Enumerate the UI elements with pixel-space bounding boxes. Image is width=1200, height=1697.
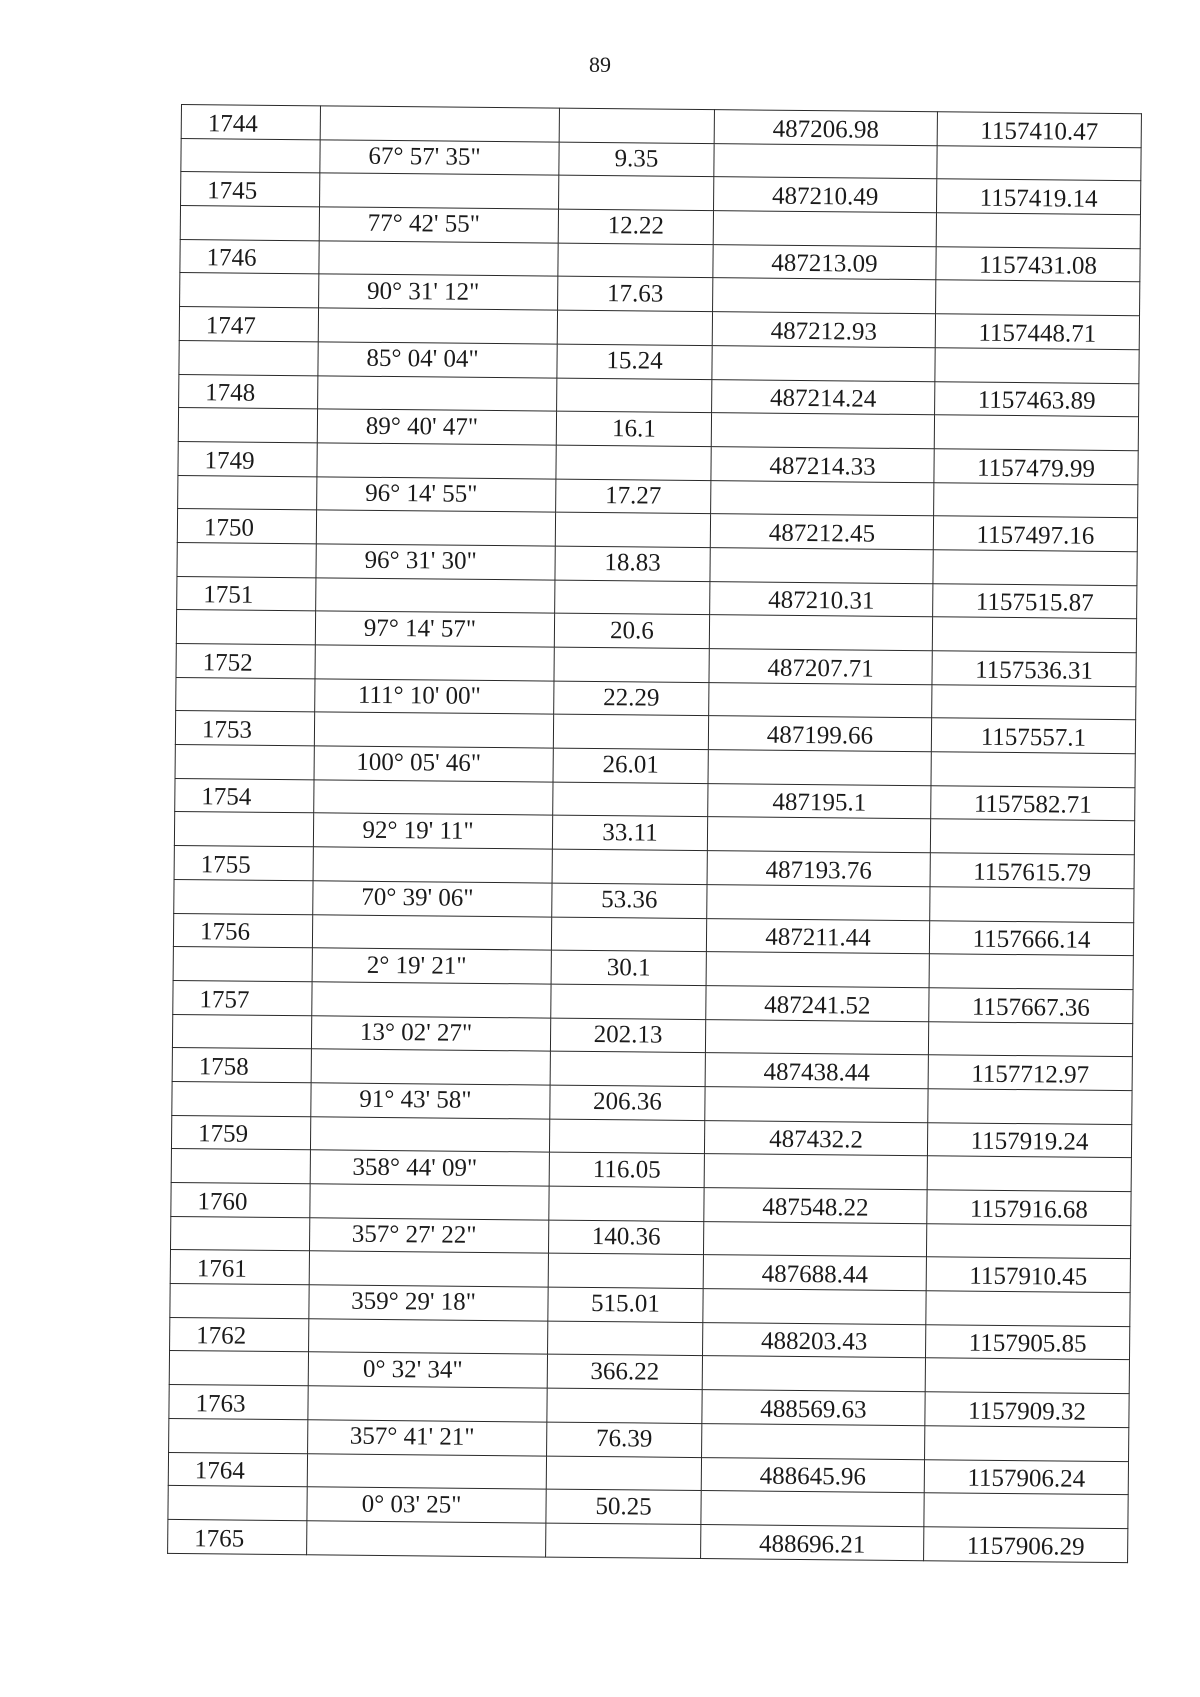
distance-cell xyxy=(557,378,712,413)
bearing-cell xyxy=(316,577,555,613)
station-cell xyxy=(174,879,313,914)
bearing-cell: 0° 03' 25" xyxy=(307,1487,546,1523)
bearing-cell: 13° 02' 27" xyxy=(311,1015,550,1051)
bearing-cell xyxy=(310,1116,549,1152)
northing-cell xyxy=(707,884,930,920)
bearing-cell: 67° 57' 35" xyxy=(320,140,559,176)
northing-cell xyxy=(702,1356,925,1392)
bearing-cell: 359° 29' 18" xyxy=(309,1285,548,1321)
northing-cell xyxy=(712,345,935,381)
station-cell: 1749 xyxy=(178,441,317,476)
coordinate-table xyxy=(167,104,1142,1563)
easting-cell: 1157906.24 xyxy=(924,1459,1128,1495)
bearing-cell: 89° 40' 47" xyxy=(317,409,556,445)
page-number: 89 xyxy=(589,52,611,77)
station-cell: 1765 xyxy=(168,1519,307,1554)
distance-cell: 18.83 xyxy=(555,546,710,581)
station-cell: 1752 xyxy=(176,643,315,678)
northing-cell: 488569.63 xyxy=(702,1390,925,1426)
easting-cell xyxy=(925,1426,1129,1462)
northing-cell: 487207.71 xyxy=(709,649,932,685)
northing-cell xyxy=(703,1289,926,1325)
easting-cell xyxy=(926,1223,1130,1259)
station-cell xyxy=(169,1351,308,1386)
station-cell: 1744 xyxy=(181,105,320,140)
northing-cell: 487199.66 xyxy=(708,716,931,752)
distance-cell: 30.1 xyxy=(551,950,706,985)
easting-cell: 1157497.16 xyxy=(933,516,1137,552)
distance-cell: 140.36 xyxy=(548,1220,703,1255)
bearing-cell: 90° 31' 12" xyxy=(319,274,558,310)
easting-cell xyxy=(934,482,1138,518)
distance-cell: 33.11 xyxy=(552,816,707,851)
easting-cell: 1157666.14 xyxy=(929,920,1133,956)
easting-cell: 1157712.97 xyxy=(928,1055,1132,1091)
station-cell: 1761 xyxy=(170,1250,309,1285)
distance-cell: 50.25 xyxy=(546,1489,701,1524)
northing-cell xyxy=(710,548,933,584)
easting-cell: 1157557.1 xyxy=(931,718,1135,754)
distance-cell: 15.24 xyxy=(557,344,712,379)
distance-cell: 515.01 xyxy=(548,1287,703,1322)
station-cell xyxy=(171,1149,310,1184)
distance-cell: 26.01 xyxy=(553,748,708,783)
bearing-cell: 0° 32' 34" xyxy=(308,1352,547,1388)
station-cell xyxy=(169,1418,308,1453)
bearing-cell: 70° 39' 06" xyxy=(313,881,552,917)
easting-cell xyxy=(928,1021,1132,1057)
northing-cell: 487241.52 xyxy=(706,985,929,1021)
distance-cell xyxy=(554,647,709,682)
distance-cell: 116.05 xyxy=(549,1152,704,1187)
station-cell xyxy=(170,1284,309,1319)
bearing-cell xyxy=(318,308,557,344)
northing-cell xyxy=(713,211,936,247)
northing-cell xyxy=(701,1491,924,1527)
distance-cell xyxy=(550,1051,705,1086)
northing-cell xyxy=(706,952,929,988)
easting-cell xyxy=(927,1156,1131,1192)
bearing-cell xyxy=(311,1049,550,1085)
northing-cell xyxy=(703,1221,926,1257)
northing-cell: 487432.2 xyxy=(704,1120,927,1156)
northing-cell xyxy=(704,1154,927,1190)
northing-cell: 487212.93 xyxy=(712,312,935,348)
easting-cell: 1157582.71 xyxy=(931,785,1135,821)
easting-cell: 1157905.85 xyxy=(925,1324,1129,1360)
northing-cell: 487206.98 xyxy=(714,110,937,146)
northing-cell: 487688.44 xyxy=(703,1255,926,1291)
distance-cell: 17.63 xyxy=(558,277,713,312)
distance-cell xyxy=(559,108,714,143)
station-cell: 1755 xyxy=(174,846,313,881)
easting-cell xyxy=(933,550,1137,586)
northing-cell xyxy=(709,682,932,718)
bearing-cell xyxy=(312,914,551,950)
bearing-cell xyxy=(312,982,551,1018)
distance-cell xyxy=(548,1321,703,1356)
station-cell: 1745 xyxy=(181,172,320,207)
distance-cell xyxy=(546,1523,701,1558)
bearing-cell xyxy=(316,510,555,546)
station-cell xyxy=(180,206,319,241)
bearing-cell xyxy=(317,443,556,479)
bearing-cell xyxy=(313,847,552,883)
distance-cell xyxy=(549,1119,704,1154)
northing-cell: 487193.76 xyxy=(707,851,930,887)
bearing-cell xyxy=(320,106,559,142)
bearing-cell xyxy=(314,712,553,748)
bearing-cell xyxy=(320,173,559,209)
northing-cell: 488696.21 xyxy=(701,1524,924,1560)
station-cell: 1764 xyxy=(168,1452,307,1487)
bearing-cell xyxy=(309,1251,548,1287)
distance-cell: 12.22 xyxy=(558,209,713,244)
bearing-cell: 2° 19' 21" xyxy=(312,948,551,984)
station-cell: 1759 xyxy=(171,1115,310,1150)
bearing-cell xyxy=(308,1386,547,1422)
northing-cell: 487211.44 xyxy=(706,918,929,954)
easting-cell xyxy=(934,415,1138,451)
easting-cell: 1157906.29 xyxy=(924,1527,1128,1563)
station-cell: 1762 xyxy=(170,1317,309,1352)
coordinate-table-body xyxy=(168,105,1142,1563)
bearing-cell: 92° 19' 11" xyxy=(313,813,552,849)
distance-cell xyxy=(551,984,706,1019)
easting-cell: 1157919.24 xyxy=(927,1122,1131,1158)
northing-cell: 487213.09 xyxy=(713,244,936,280)
distance-cell xyxy=(547,1388,702,1423)
northing-cell xyxy=(711,480,934,516)
distance-cell xyxy=(553,782,708,817)
station-cell xyxy=(172,1014,311,1049)
station-cell: 1746 xyxy=(180,239,319,274)
station-cell: 1756 xyxy=(173,913,312,948)
northing-cell xyxy=(713,278,936,314)
distance-cell: 20.6 xyxy=(554,613,709,648)
northing-cell xyxy=(705,1087,928,1123)
station-cell: 1750 xyxy=(177,509,316,544)
station-cell: 1760 xyxy=(171,1182,310,1217)
station-cell xyxy=(178,408,317,443)
easting-cell: 1157410.47 xyxy=(937,112,1141,148)
bearing-cell: 77° 42' 55" xyxy=(319,207,558,243)
northing-cell: 487548.22 xyxy=(704,1188,927,1224)
station-cell: 1763 xyxy=(169,1385,308,1420)
bearing-cell xyxy=(307,1453,546,1489)
bearing-cell: 358° 44' 09" xyxy=(310,1150,549,1186)
station-cell xyxy=(175,745,314,780)
station-cell xyxy=(173,947,312,982)
distance-cell xyxy=(546,1456,701,1491)
distance-cell xyxy=(558,243,713,278)
easting-cell xyxy=(931,752,1135,788)
distance-cell xyxy=(555,512,710,547)
northing-cell xyxy=(708,750,931,786)
easting-cell: 1157431.08 xyxy=(936,247,1140,283)
bearing-cell xyxy=(319,241,558,277)
station-cell: 1751 xyxy=(177,576,316,611)
easting-cell: 1157916.68 xyxy=(927,1190,1131,1226)
station-cell xyxy=(172,1081,311,1116)
distance-cell: 9.35 xyxy=(559,142,714,177)
bearing-cell: 357° 27' 22" xyxy=(309,1217,548,1253)
distance-cell: 17.27 xyxy=(556,479,711,514)
distance-cell xyxy=(557,310,712,345)
station-cell xyxy=(174,812,313,847)
northing-cell xyxy=(714,143,937,179)
station-cell: 1757 xyxy=(173,980,312,1015)
northing-cell: 487195.1 xyxy=(708,783,931,819)
easting-cell xyxy=(928,1089,1132,1125)
distance-cell xyxy=(549,1186,704,1221)
easting-cell xyxy=(932,617,1136,653)
bearing-cell xyxy=(315,645,554,681)
easting-cell xyxy=(936,213,1140,249)
northing-cell: 488645.96 xyxy=(701,1457,924,1493)
distance-cell: 366.22 xyxy=(547,1355,702,1390)
northing-cell: 487214.24 xyxy=(712,379,935,415)
station-cell: 1758 xyxy=(172,1048,311,1083)
easting-cell: 1157667.36 xyxy=(929,988,1133,1024)
northing-cell xyxy=(709,615,932,651)
easting-cell: 1157479.99 xyxy=(934,449,1138,485)
easting-cell xyxy=(924,1493,1128,1529)
bearing-cell xyxy=(310,1184,549,1220)
bearing-cell xyxy=(309,1319,548,1355)
northing-cell xyxy=(702,1423,925,1459)
station-cell: 1754 xyxy=(175,778,314,813)
northing-cell xyxy=(711,413,934,449)
easting-cell: 1157615.79 xyxy=(930,853,1134,889)
station-cell xyxy=(181,138,320,173)
distance-cell: 206.36 xyxy=(550,1085,705,1120)
coordinate-table-container xyxy=(167,104,1142,1563)
northing-cell xyxy=(705,1019,928,1055)
station-cell xyxy=(176,610,315,645)
distance-cell xyxy=(553,714,708,749)
bearing-cell xyxy=(314,780,553,816)
bearing-cell: 85° 04' 04" xyxy=(318,342,557,378)
easting-cell xyxy=(932,684,1136,720)
distance-cell: 76.39 xyxy=(547,1422,702,1457)
station-cell xyxy=(176,677,315,712)
easting-cell: 1157909.32 xyxy=(925,1392,1129,1428)
distance-cell xyxy=(555,580,710,615)
distance-cell: 202.13 xyxy=(550,1018,705,1053)
distance-cell xyxy=(551,917,706,952)
distance-cell: 16.1 xyxy=(556,411,711,446)
easting-cell xyxy=(930,819,1134,855)
bearing-cell: 100° 05' 46" xyxy=(314,746,553,782)
bearing-cell xyxy=(307,1521,546,1557)
distance-cell xyxy=(556,445,711,480)
bearing-cell: 111° 10' 00" xyxy=(315,679,554,715)
distance-cell xyxy=(548,1253,703,1288)
easting-cell xyxy=(925,1358,1129,1394)
distance-cell xyxy=(559,176,714,211)
bearing-cell: 96° 31' 30" xyxy=(316,544,555,580)
easting-cell xyxy=(935,348,1139,384)
bearing-cell: 97° 14' 57" xyxy=(315,611,554,647)
station-cell xyxy=(168,1486,307,1521)
station-cell xyxy=(179,340,318,375)
easting-cell: 1157463.89 xyxy=(935,381,1139,417)
station-cell: 1748 xyxy=(179,374,318,409)
bearing-cell: 357° 41' 21" xyxy=(308,1420,547,1456)
northing-cell: 487212.45 xyxy=(710,514,933,550)
station-cell xyxy=(180,273,319,308)
easting-cell xyxy=(937,145,1141,181)
northing-cell: 487438.44 xyxy=(705,1053,928,1089)
station-cell xyxy=(177,542,316,577)
easting-cell xyxy=(929,954,1133,990)
easting-cell: 1157515.87 xyxy=(933,583,1137,619)
northing-cell: 487210.31 xyxy=(710,581,933,617)
distance-cell: 22.29 xyxy=(554,681,709,716)
easting-cell xyxy=(930,887,1134,923)
easting-cell xyxy=(926,1291,1130,1327)
easting-cell: 1157419.14 xyxy=(936,179,1140,215)
easting-cell xyxy=(936,280,1140,316)
easting-cell: 1157536.31 xyxy=(932,651,1136,687)
distance-cell xyxy=(552,849,707,884)
station-cell: 1747 xyxy=(179,307,318,342)
station-cell: 1753 xyxy=(175,711,314,746)
northing-cell: 488203.43 xyxy=(703,1322,926,1358)
easting-cell: 1157448.71 xyxy=(935,314,1139,350)
bearing-cell: 96° 14' 55" xyxy=(317,476,556,512)
distance-cell: 53.36 xyxy=(552,883,707,918)
station-cell xyxy=(171,1216,310,1251)
bearing-cell xyxy=(318,375,557,411)
easting-cell: 1157910.45 xyxy=(926,1257,1130,1293)
bearing-cell: 91° 43' 58" xyxy=(311,1083,550,1119)
northing-cell: 487210.49 xyxy=(714,177,937,213)
northing-cell: 487214.33 xyxy=(711,446,934,482)
station-cell xyxy=(178,475,317,510)
northing-cell xyxy=(707,817,930,853)
